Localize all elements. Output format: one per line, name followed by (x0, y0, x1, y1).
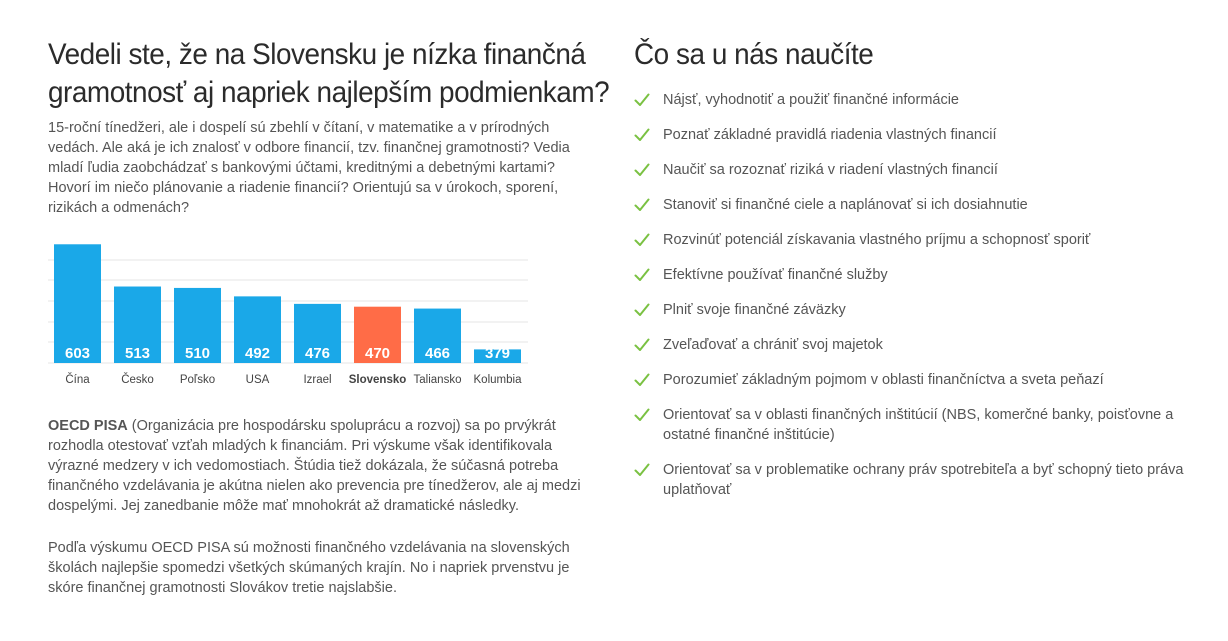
learn-item (634, 160, 1194, 180)
learn-item (634, 300, 1194, 320)
learn-item-label: Porozumieť základným pojmom v oblasti finančníctva a sveta peňazí (663, 372, 1104, 388)
check-icon (634, 337, 650, 353)
check-icon (634, 197, 650, 213)
learn-item (634, 195, 1194, 215)
bar-value-label: 510 (184, 345, 211, 362)
pisa-paragraph: Podľa výskumu OECD PISA sú možnosti finančného vzdelávania na slovenských školách najlepšie spomedzi všetkých skúmaných krajín. No i napriek prvenstvu je skóre finančnej gramotnosti Slovákov tretie najslabšie. (48, 540, 570, 596)
bar-value-label: 379 (484, 345, 511, 362)
check-icon (634, 162, 650, 178)
headline-line-1: Vedeli ste, že na Slovensku je nízka finančná (48, 38, 586, 71)
category-label: Izrael (303, 374, 332, 386)
learn-item-label: Plniť svoje finančné záväzky (663, 302, 846, 318)
bar-value-label: 492 (244, 345, 271, 362)
bar-chart-svg (48, 236, 538, 396)
oecd-paragraph (48, 416, 593, 516)
bar-value-label: 476 (304, 345, 331, 362)
learn-list (634, 90, 1194, 500)
right-column (634, 36, 1194, 515)
category-label: Kolumbia (473, 374, 522, 386)
category-label: Poľsko (179, 374, 216, 386)
learn-item (634, 335, 1194, 355)
learn-title: Čo sa u nás naučíte (634, 38, 874, 71)
learn-item-label: Rozvinúť potenciál získavania vlastného príjmu a schopnosť sporiť (663, 232, 1091, 248)
learn-item (634, 460, 1194, 500)
headline-line-2: gramotnosť aj napriek najlepším podmienkam? (48, 76, 610, 109)
learn-item-label: Orientovať sa v oblasti finančných inštitúcií (NBS, komerčné banky, poisťovne a ostatné finančné inštitúcie) (663, 407, 1174, 443)
check-icon (634, 127, 650, 143)
learn-item-label: Efektívne používať finančné služby (663, 267, 888, 283)
left-column (48, 36, 610, 596)
learn-item (634, 125, 1194, 145)
check-icon (634, 267, 650, 283)
check-icon (634, 462, 650, 478)
category-label: Taliansko (413, 374, 462, 386)
learn-item-label: Zveľaďovať a chrániť svoj majetok (663, 337, 883, 353)
learn-item (634, 265, 1194, 285)
check-icon (634, 232, 650, 248)
learn-item (634, 230, 1194, 250)
learn-item-label: Stanoviť si finančné ciele a naplánovať si ich dosiahnutie (663, 197, 1028, 213)
intro-paragraph: 15-roční tínedžeri, ale i dospelí sú zbehlí v čítaní, v matematike a v prírodných vedách. Ale aká je ich znalosť v odbore financií, tzv. finančnej gramotnosti? Vedia mladí ľudia zaobchádzať s bankovými účtami, kreditnými a debetnými kartami? Hovorí im niečo plánovanie a riadenie financií? Orientujú sa v úrokoch, sporení, rizikách a odmenách? (48, 120, 570, 216)
category-label: Slovensko (348, 374, 407, 386)
check-icon (634, 407, 650, 423)
learn-item (634, 405, 1194, 445)
learn-item-label: Naučiť sa rozoznať riziká v riadení vlastných financií (663, 162, 998, 178)
pisa-score-chart (48, 236, 538, 396)
page-title (48, 36, 610, 112)
bar-value-label: 466 (424, 345, 451, 362)
bar-value-label: 513 (124, 345, 151, 362)
learn-item-label: Poznať základné pravidlá riadenia vlastných financií (663, 127, 997, 143)
learn-item-label: Orientovať sa v problematike ochrany práv spotrebiteľa a byť schopný tieto práva uplatňovať (663, 462, 1184, 498)
learn-item (634, 90, 1194, 110)
bar-value-label: 603 (64, 345, 91, 362)
learn-item (634, 370, 1194, 390)
category-label: USA (245, 374, 270, 386)
check-icon (634, 372, 650, 388)
learn-item-label: Nájsť, vyhodnotiť a použiť finančné informácie (663, 92, 959, 108)
oecd-text: (Organizácia pre hospodársku spoluprácu a rozvoj) sa po prvýkrát rozhodla otestovať vzťah mladých k financiám. Pri výskume však identifikovala výrazné medzery v ich vedomostiach. Štúdia tiež dokázala, že súčasná potreba finančného vzdelávania je akútna nielen ako prevencia pre tínedžerov, ale aj medzi dospelými. Jej zanedbanie môže mať mnohokrát až dramatické následky. (48, 418, 581, 514)
check-icon (634, 302, 650, 318)
category-label: Česko (121, 374, 154, 386)
bar-value-label: 470 (364, 345, 391, 362)
check-icon (634, 92, 650, 108)
oecd-pisa-label: OECD PISA (48, 418, 128, 434)
category-label: Čína (65, 374, 90, 386)
